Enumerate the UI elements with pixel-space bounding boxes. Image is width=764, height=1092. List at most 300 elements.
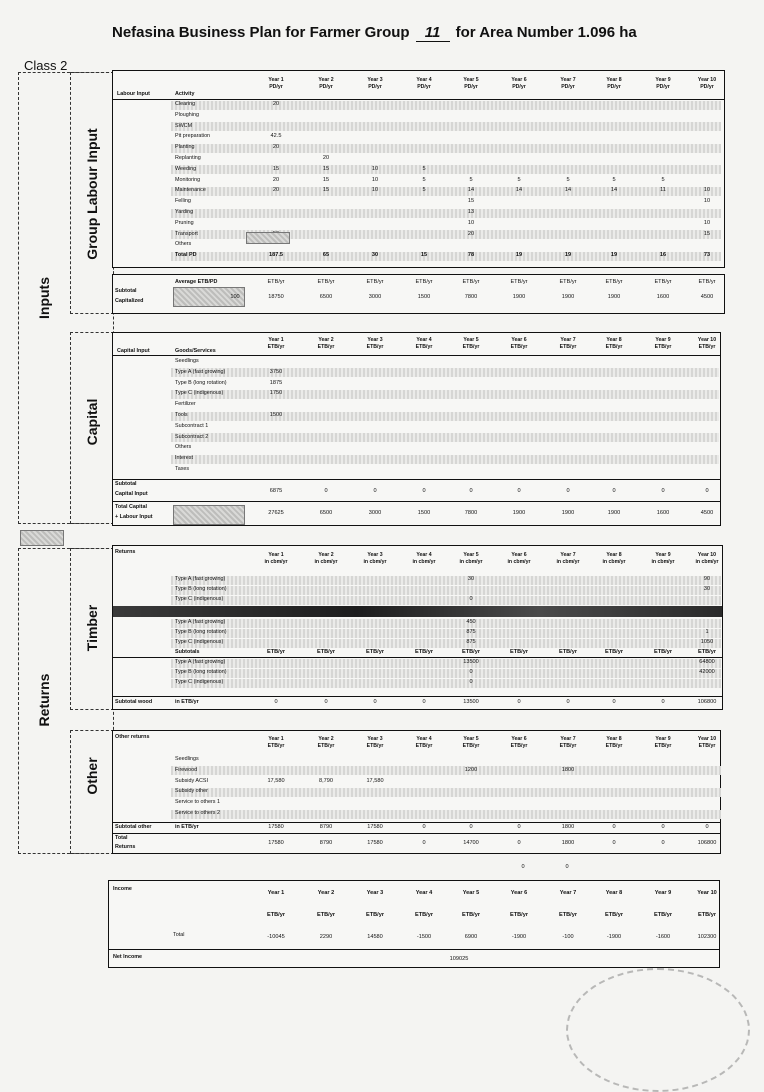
unit-header: ETB/yr — [316, 912, 336, 918]
year-header: Year 4 — [415, 890, 433, 896]
timber-subtotal: 42000 — [699, 669, 715, 675]
total-capital-value: 27625 — [268, 510, 284, 516]
total-box — [173, 505, 245, 525]
capital-subtotal-value: 6875 — [269, 488, 283, 494]
subtotal-other-value: 17580 — [268, 824, 284, 830]
labour-value: 14 — [610, 187, 618, 194]
year-header: Year 6 PD/yr — [511, 77, 527, 90]
activity-name: Monitoring — [175, 176, 201, 183]
labour-value: 5 — [566, 176, 570, 183]
labour-value: 65 — [322, 252, 330, 259]
timber-price: 450 — [466, 619, 476, 625]
capital-subtotal-value: 0 — [422, 488, 426, 494]
timber-type: Type A (fast growing) — [175, 659, 226, 665]
year-header: Year 1 ETB/yr — [267, 337, 285, 350]
other-return-value: 17,580 — [267, 777, 285, 784]
subtotal-value: 1900 — [607, 294, 621, 300]
year-header: Year 6 ETB/yr — [510, 337, 528, 350]
row-shade — [171, 576, 721, 585]
income-value: -10045 — [267, 934, 285, 940]
subtotal-other-value: 0 — [661, 824, 665, 830]
activity-name: Total PD — [175, 252, 197, 259]
subtotal-wood-value: 0 — [373, 699, 377, 705]
unit-header: ETB/yr — [509, 912, 529, 918]
total-returns-value: 17580 — [268, 840, 284, 846]
subtotal-other-label: Subtotal other — [115, 824, 152, 830]
unit-header: ETB/yr — [605, 279, 623, 285]
unit-header: ETB/yr — [317, 279, 335, 285]
year-header: Year 7 — [559, 890, 577, 896]
separator-box — [20, 530, 64, 546]
row-shade — [171, 766, 721, 775]
total-capital-value: 3000 — [368, 510, 382, 516]
row-shade — [171, 619, 721, 628]
goods-name: Type A (fast growing) — [175, 368, 226, 375]
page-title: Nefasina Business Plan for Farmer Group 11 for Area Number 1.096 ha — [112, 24, 637, 41]
labour-value: 10 — [371, 187, 379, 194]
total-returns-value: 1800 — [561, 840, 575, 846]
year-header: Year 8 ETB/yr — [605, 736, 623, 749]
unit-header: ETB/yr — [510, 279, 528, 285]
labour-value: 73 — [703, 252, 711, 259]
total-rule — [113, 833, 720, 834]
labour-value: 20 — [272, 176, 280, 183]
activity-name: Replanting — [175, 155, 201, 161]
total-label: Total — [173, 932, 185, 938]
subtotal-wood-value: 0 — [612, 699, 616, 705]
capitalized-label: Capitalized — [115, 298, 144, 304]
row-shade — [171, 412, 719, 421]
subtotal-wood-value: 106800 — [697, 699, 717, 705]
year-header: Year 6 — [510, 890, 528, 896]
unit-header: ETB/yr — [366, 279, 384, 285]
year-header: Year 9 ETB/yr — [654, 337, 672, 350]
subtotals-label: Subtotals — [175, 649, 200, 655]
labour-value: 78 — [467, 252, 475, 259]
income-value: 102300 — [697, 934, 717, 940]
labour-value: 11 — [660, 187, 666, 194]
other-return-name: Firewood — [175, 766, 198, 773]
year-header: Year 5 in cbm/yr — [459, 552, 483, 565]
year-header: Year 2 — [317, 890, 335, 896]
year-header: Year 2 PD/yr — [318, 77, 334, 90]
year-header: Year 2 ETB/yr — [317, 337, 335, 350]
activity-label: Activity — [175, 91, 195, 97]
labour-value: 5 — [422, 187, 426, 194]
year-header: Year 3 PD/yr — [367, 77, 383, 90]
net-income-label: Net Income — [113, 954, 143, 960]
activity-name: Transport — [175, 230, 198, 237]
year-header: Year 3 — [366, 890, 384, 896]
other-return-value: 8,790 — [319, 777, 333, 784]
capital-value: 3750 — [269, 368, 283, 375]
group-number: 11 — [416, 24, 450, 42]
labour-value: 10 — [703, 198, 711, 205]
subtotal-wood-value: 0 — [324, 699, 328, 705]
subtotal-value: 1900 — [561, 294, 575, 300]
year-header: Year 3 ETB/yr — [366, 736, 384, 749]
unit-header: ETB/yr — [697, 649, 717, 655]
year-header: Year 10 — [697, 890, 717, 896]
timber-price: 1 — [705, 629, 709, 635]
other-return-value: 1800 — [561, 766, 575, 773]
activity-name: Yarding — [175, 209, 194, 215]
labour-subtotal-table — [112, 274, 725, 314]
subtotal-value: 1600 — [656, 294, 670, 300]
year-header: Year 10 PD/yr — [697, 77, 717, 90]
capital-subtotal-value: 0 — [612, 488, 616, 494]
extra-value: 0 — [565, 864, 569, 870]
total-capital-label: Total Capital — [115, 504, 147, 510]
labour-value: 5 — [517, 176, 521, 183]
subtotal-rule — [113, 822, 720, 823]
year-header: Year 7 PD/yr — [560, 77, 576, 90]
other-return-name: Subsidy other — [175, 788, 208, 795]
labour-value: 19 — [564, 252, 572, 259]
income-value: 2290 — [319, 934, 333, 940]
row-shade — [171, 810, 721, 819]
row-shade — [171, 122, 721, 131]
timber-price: 875 — [466, 639, 476, 645]
labour-value: 5 — [612, 176, 616, 183]
net-income-value: 109025 — [449, 956, 469, 962]
unit-header: ETB/yr — [415, 279, 433, 285]
labour-value: 14 — [515, 187, 523, 194]
total-capital-value: 1600 — [656, 510, 670, 516]
year-header: Year 7 ETB/yr — [559, 337, 577, 350]
unit-header: ETB/yr — [461, 649, 481, 655]
income-value: -1900 — [606, 934, 622, 940]
subtotal-label: Subtotal — [115, 481, 137, 487]
goods-name: Tools — [175, 412, 188, 418]
activity-name: Others — [175, 241, 192, 248]
income-label: Income — [113, 886, 132, 892]
unit-header: ETB/yr — [414, 649, 434, 655]
labour-value: 15 — [467, 198, 475, 205]
unit-header: ETB/yr — [365, 912, 385, 918]
row-shade — [171, 390, 719, 399]
labour-value: 5 — [422, 165, 426, 172]
labour-value: 15 — [272, 165, 280, 172]
income-value: -100 — [562, 934, 574, 940]
labour-value: 20 — [322, 155, 330, 161]
timber-returns-table — [112, 545, 723, 710]
goods-name: Subcontract 1 — [175, 422, 209, 429]
year-header: Year 1 in cbm/yr — [264, 552, 288, 565]
scan-bar — [113, 606, 722, 617]
unit-header: ETB/yr — [365, 649, 385, 655]
labour-value: 30 — [371, 252, 379, 259]
subtotal-value: 1500 — [417, 294, 431, 300]
capital-input-label: Capital Input — [117, 348, 150, 354]
year-header: Year 2 ETB/yr — [317, 736, 335, 749]
unit-header: ETB/yr — [558, 649, 578, 655]
capital-value: 1750 — [269, 390, 283, 397]
average-label: Average ETB/PD — [175, 279, 218, 285]
total-capital-value: 6500 — [319, 510, 333, 516]
row-shade — [171, 252, 721, 261]
year-header: Year 4 PD/yr — [416, 77, 432, 90]
subtotal-label: Subtotal — [115, 288, 137, 294]
total-returns-value: 0 — [661, 840, 665, 846]
income-table — [108, 880, 720, 968]
goods-name: Subcontract 2 — [175, 433, 209, 440]
unit-header: ETB/yr — [653, 912, 673, 918]
year-header: Year 8 ETB/yr — [605, 337, 623, 350]
returns-label: Returns — [36, 673, 52, 727]
subtotal-value: 7800 — [464, 294, 478, 300]
other-return-name: Service to others 1 — [175, 799, 220, 806]
timber-type: Type C (indigenous) — [175, 639, 224, 645]
labour-value: 16 — [659, 252, 667, 259]
total-returns-value: 0 — [612, 840, 616, 846]
unit-header: ETB/yr — [654, 279, 672, 285]
labour-value: 19 — [515, 252, 523, 259]
other-return-value: 17,580 — [366, 777, 384, 784]
year-header: Year 8 PD/yr — [606, 77, 622, 90]
row-shade — [171, 669, 721, 678]
total-capital-value: 7800 — [464, 510, 478, 516]
other-return-name: Seedlings — [175, 756, 199, 762]
capital-subtotal-value: 0 — [373, 488, 377, 494]
subtotal-wood-unit: in ETB/yr — [175, 699, 199, 705]
capital-input-table — [112, 332, 721, 526]
labour-value: 19 — [610, 252, 618, 259]
activity-name: Ploughing — [175, 111, 199, 118]
labour-value: 10 — [703, 219, 711, 226]
activity-name: Weeding — [175, 165, 197, 172]
income-value: 6900 — [464, 934, 478, 940]
labour-value: 13 — [467, 209, 475, 215]
goods-name: Others — [175, 444, 192, 451]
goods-name: Seedlings — [175, 358, 199, 364]
subtotal-value: 18750 — [268, 294, 284, 300]
unit-header: ETB/yr — [559, 279, 577, 285]
total-rule — [113, 501, 720, 502]
year-header: Year 5 PD/yr — [463, 77, 479, 90]
timber-type: Type A (fast growing) — [175, 576, 226, 582]
labour-value: 10 — [703, 187, 711, 194]
capital-subtotal-value: 0 — [324, 488, 328, 494]
row-shade — [171, 639, 721, 648]
year-header: Year 6 in cbm/yr — [507, 552, 531, 565]
subtotal-wood-value: 0 — [517, 699, 521, 705]
total-returns-value: 8790 — [319, 840, 333, 846]
year-header: Year 6 ETB/yr — [510, 736, 528, 749]
unit-header: ETB/yr — [653, 649, 673, 655]
year-header: Year 7 ETB/yr — [559, 736, 577, 749]
row-shade — [171, 187, 721, 196]
row-shade — [171, 144, 721, 153]
timber-label: Timber — [84, 604, 100, 652]
unit-header: ETB/yr — [316, 649, 336, 655]
subtotal-other-value: 0 — [612, 824, 616, 830]
other-return-name: Service to others 2 — [175, 810, 220, 816]
returns-total-label: Returns — [115, 844, 136, 850]
year-header: Year 4 ETB/yr — [415, 736, 433, 749]
timber-price: 1050 — [700, 639, 714, 645]
total-returns-value: 106800 — [697, 840, 717, 846]
year-header: Year 10 ETB/yr — [697, 736, 717, 749]
row-shade — [171, 368, 719, 377]
capital-input-subtotal-label: Capital Input — [115, 491, 148, 497]
year-header: Year 7 in cbm/yr — [556, 552, 580, 565]
inputs-label: Inputs — [36, 277, 52, 319]
class-label: Class 2 — [24, 58, 68, 73]
header-rule — [113, 355, 720, 356]
goods-services-label: Goods/Services — [175, 348, 216, 354]
subtotal-other-value: 1800 — [561, 824, 575, 830]
row-shade — [171, 788, 721, 797]
total-returns-value: 0 — [422, 840, 426, 846]
income-value: -1500 — [416, 934, 432, 940]
total-capital-value: 1500 — [417, 510, 431, 516]
subtotal-wood-value: 0 — [566, 699, 570, 705]
subtotal-wood-value: 0 — [422, 699, 426, 705]
capital-subtotal-value: 0 — [705, 488, 709, 494]
other-return-value: 1200 — [464, 766, 478, 773]
timber-type: Type C (indigenous) — [175, 679, 224, 685]
year-header: Year 10 ETB/yr — [697, 337, 717, 350]
total-returns-value: 17580 — [367, 840, 383, 846]
goods-name: Type B (long rotation) — [175, 379, 227, 386]
capital-subtotal-value: 0 — [661, 488, 665, 494]
capital-value: 1875 — [269, 379, 283, 386]
activity-name: Pit preparation — [175, 133, 211, 140]
year-header: Year 9 — [654, 890, 672, 896]
timber-subtotal: 64800 — [699, 659, 715, 665]
timber-volume: 0 — [469, 596, 473, 602]
activity-name: Planting — [175, 144, 195, 151]
extra-values — [112, 856, 721, 878]
subtotal-other-value: 17580 — [367, 824, 383, 830]
other-returns-label: Other returns — [115, 734, 150, 740]
subtotal-other-value: 0 — [469, 824, 473, 830]
unit-header: ETB/yr — [698, 279, 716, 285]
goods-name: Interest — [175, 455, 193, 462]
timber-price: 875 — [466, 629, 476, 635]
labour-value: 5 — [661, 176, 665, 183]
total-returns-value: 14700 — [463, 840, 479, 846]
labour-value: 15 — [703, 230, 711, 237]
other-return-name: Subsidy ACSI — [175, 777, 208, 784]
average-value: 100 — [230, 294, 240, 300]
total-returns-value: 0 — [517, 840, 521, 846]
year-header: Year 9 ETB/yr — [654, 736, 672, 749]
year-header: Year 8 — [605, 890, 623, 896]
unit-header: ETB/yr — [266, 912, 286, 918]
total-capital-value: 4500 — [700, 510, 714, 516]
labour-value: 14 — [564, 187, 572, 194]
capital-value: 1500 — [269, 412, 283, 418]
year-header: Year 5 — [462, 890, 480, 896]
unit-header: ETB/yr — [558, 912, 578, 918]
timber-subtotal: 0 — [469, 669, 473, 675]
extra-value: 0 — [521, 864, 525, 870]
activity-name: SWCM — [175, 122, 193, 129]
labour-value: 15 — [322, 187, 330, 194]
subtotal-wood-label: Subtotal wood — [115, 699, 153, 705]
subtotal-rule — [113, 479, 720, 480]
labour-input-label: Labour Input — [117, 91, 150, 97]
subtotal-other-value: 8790 — [319, 824, 333, 830]
subtotal-other-value: 0 — [517, 824, 521, 830]
labour-input-table — [112, 70, 725, 268]
net-rule — [109, 949, 719, 950]
year-header: Year 10 in cbm/yr — [695, 552, 719, 565]
timber-volume: 30 — [703, 586, 711, 592]
income-value: -1900 — [511, 934, 527, 940]
labour-value: 20 — [272, 144, 280, 151]
timber-type: Type B (long rotation) — [175, 586, 227, 592]
labour-value: 14 — [467, 187, 475, 194]
year-header: Year 5 ETB/yr — [462, 337, 480, 350]
wood-rule — [113, 696, 722, 697]
timber-volume: 90 — [703, 576, 711, 582]
row-shade — [171, 596, 721, 605]
labour-value: 42.5 — [270, 133, 282, 140]
unit-header: ETB/yr — [266, 649, 286, 655]
labour-value: 10 — [371, 165, 379, 172]
capital-subtotal-value: 0 — [566, 488, 570, 494]
year-header: Year 3 ETB/yr — [366, 337, 384, 350]
timber-type: Type C (indigenous) — [175, 596, 224, 602]
unit-header: ETB/yr — [462, 279, 480, 285]
year-header: Year 1 PD/yr — [268, 77, 284, 90]
activity-name: Maintenance — [175, 187, 206, 194]
labour-label: Group Labour Input — [84, 128, 100, 260]
subtotal-other-unit: in ETB/yr — [175, 824, 199, 830]
labour-plus-label: + Labour Input — [115, 514, 153, 520]
unit-header: ETB/yr — [414, 912, 434, 918]
timber-type: Type A (fast growing) — [175, 619, 226, 625]
labour-value: 15 — [322, 165, 330, 172]
year-header: Year 9 PD/yr — [655, 77, 671, 90]
labour-value: 187.5 — [269, 252, 283, 259]
row-shade — [171, 629, 721, 638]
total-capital-value: 1900 — [561, 510, 575, 516]
goods-name: Taxes — [175, 466, 190, 472]
labour-value: 5 — [469, 176, 473, 183]
year-header: Year 5 ETB/yr — [462, 736, 480, 749]
goods-name: Type C (indigenous) — [175, 390, 224, 397]
timber-subtotal: 13500 — [463, 659, 479, 665]
capital-label: Capital — [84, 398, 100, 446]
row-shade — [171, 455, 719, 464]
other-returns-table — [112, 730, 721, 854]
row-shade — [171, 679, 721, 688]
row-shade — [171, 433, 719, 442]
income-value: -1600 — [655, 934, 671, 940]
subtotal-other-value: 0 — [422, 824, 426, 830]
goods-name: Fertilizer — [175, 401, 196, 408]
activity-name: Clearing — [175, 101, 196, 107]
activity-name: Pruning — [175, 219, 194, 226]
labour-value: 10 — [467, 219, 475, 226]
year-header: Year 4 in cbm/yr — [412, 552, 436, 565]
other-label: Other — [84, 757, 100, 795]
unit-header: ETB/yr — [267, 279, 285, 285]
total-label: Total — [115, 835, 128, 841]
labour-value: 20 — [272, 101, 280, 107]
unit-header: ETB/yr — [697, 912, 717, 918]
labour-value: 15 — [420, 252, 428, 259]
subtotal-wood-value: 0 — [274, 699, 278, 705]
year-header: Year 1 — [267, 890, 285, 896]
year-header: Year 3 in cbm/yr — [363, 552, 387, 565]
subtotal-other-value: 0 — [705, 824, 709, 830]
row-shade — [171, 209, 721, 218]
